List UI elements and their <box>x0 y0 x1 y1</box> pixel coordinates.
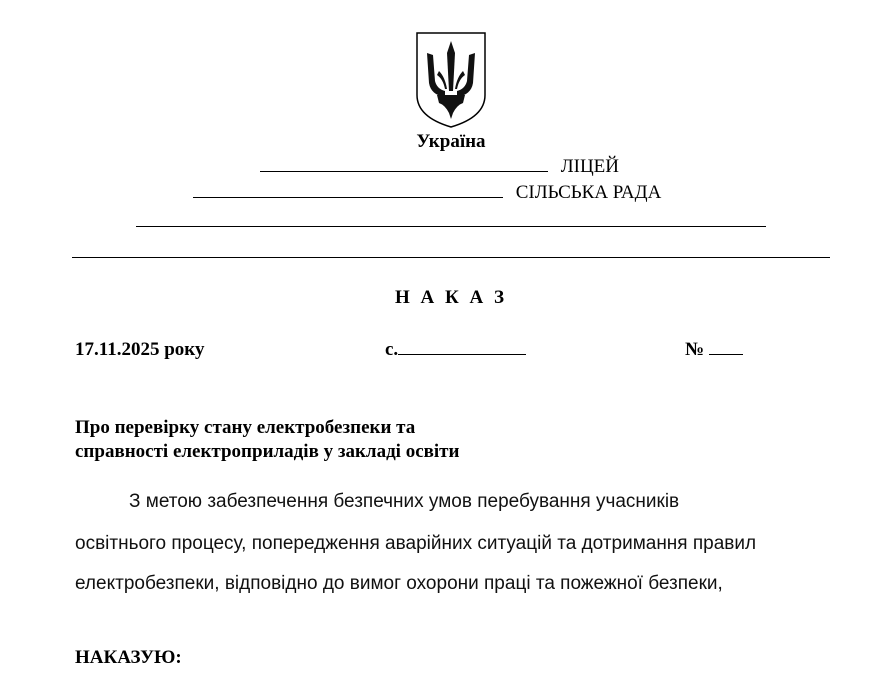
place-blank-line <box>398 353 526 355</box>
header-divider <box>72 257 830 258</box>
address-blank-line <box>136 226 766 227</box>
place-label: с. <box>385 339 399 360</box>
order-title: Н А К А З <box>394 287 508 308</box>
subject-line-1: Про перевірку стану електробезпеки та <box>75 417 416 438</box>
directive-heading: НАКАЗУЮ: <box>75 647 182 668</box>
preamble-line-3: електробезпеки, відповідно до вимог охорони праці та пожежної безпеки, <box>75 573 723 594</box>
subject-line-2: справності електроприладів у закладі освіти <box>75 441 460 462</box>
country-name: Україна <box>416 131 486 152</box>
council-label: СІЛЬСЬКА РАДА <box>515 182 662 203</box>
order-date: 17.11.2025 року <box>75 339 205 360</box>
council-line <box>193 182 661 204</box>
lyceum-line <box>260 156 619 178</box>
preamble-line-2: освітнього процесу, попередження аварійних ситуацій та дотримання правил <box>75 533 757 554</box>
order-place <box>385 339 526 361</box>
council-blank-line <box>193 196 503 198</box>
number-label: № <box>685 339 705 360</box>
trident-coat-of-arms-icon <box>415 31 487 129</box>
preamble-line-1: З метою забезпечення безпечних умов перебування учасників <box>129 491 680 512</box>
number-blank-line <box>709 353 743 355</box>
order-number <box>685 339 743 361</box>
lyceum-blank-line <box>260 170 548 172</box>
lyceum-label: ЛІЦЕЙ <box>560 156 620 177</box>
